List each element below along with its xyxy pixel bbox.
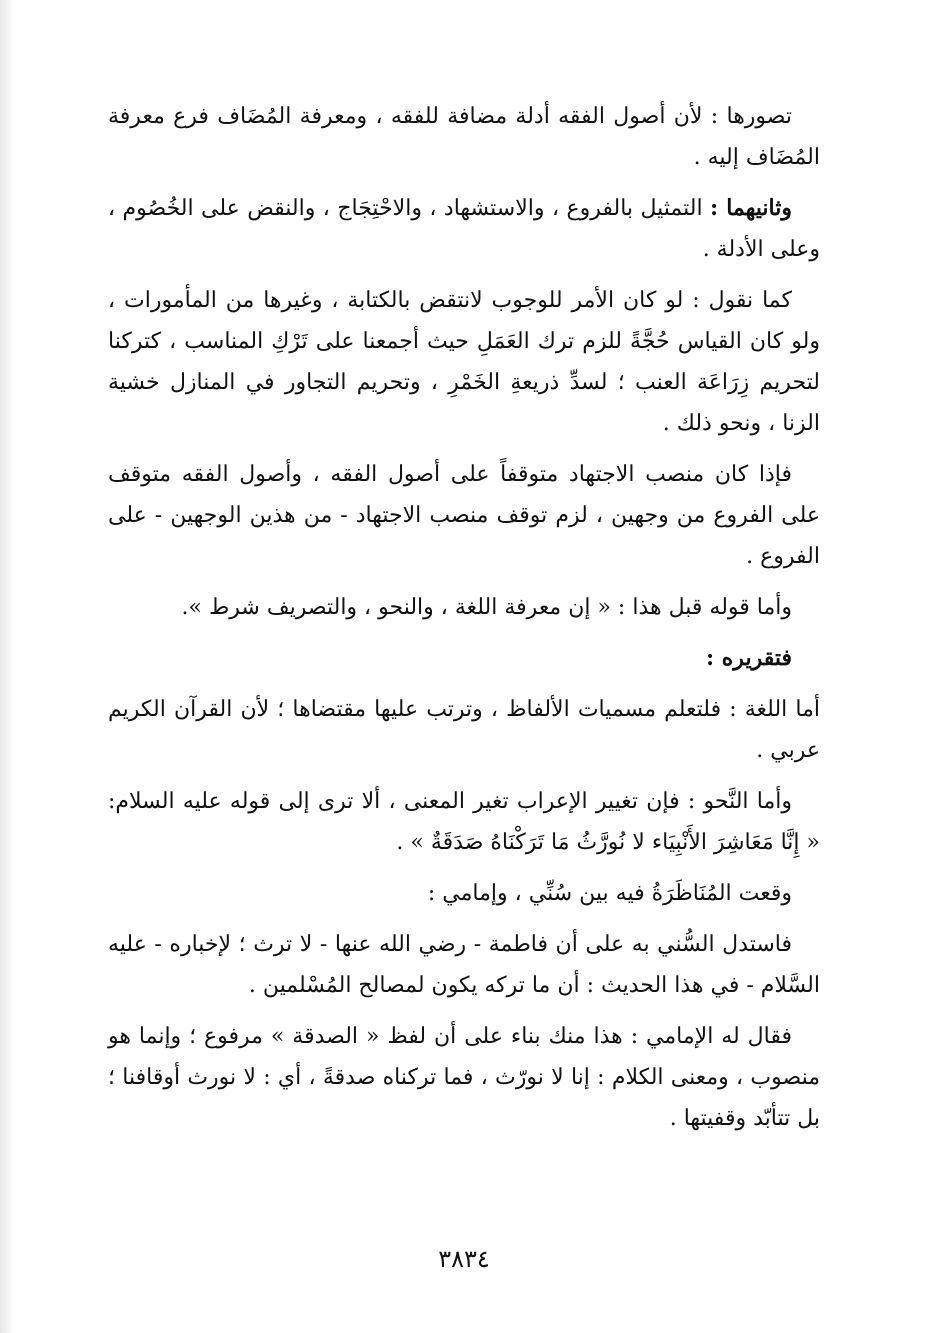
paragraph-text: فاستدل السُّني به على أن فاطمة - رضي الله عنها - لا ترث ؛ لإخباره - عليه السَّلام - في هذا الحديث : أن ما تركه يكون لمصالح المُسْلمين . — [108, 932, 820, 998]
paragraph-text: وقعت المُنَاظَرَةُ فيه بين سُنِّي ، وإمامي : — [427, 881, 792, 906]
paragraph-text: كما نقول : لو كان الأمر للوجوب لانتقض بالكتابة ، وغيرها من المأمورات ، ولو كان القياس حُجَّةً للزم ترك العَمَلِ حيث أجمعنا على تَرْكِ المناسب ، كتركنا لتحريم زِرَاعَة العنب ؛ لسدِّ ذريعةِ الخَمْرِ ، وتحريم التجاور في المنازل خشية الزنا ، ونحو ذلك . — [108, 288, 820, 436]
paragraph-8 — [108, 873, 820, 914]
section-heading: فتقريره : — [706, 645, 792, 671]
paragraph-text: وأما قوله قبل هذا : « إن معرفة اللغة ، والنحو ، والتصريف شرط ». — [181, 595, 792, 620]
paragraph-text: التمثيل بالفروع ، والاستشهاد ، والاحْتِجَاج ، والنقض على الخُصُوم ، وعلى الأدلة . — [108, 196, 820, 262]
paragraph-2 — [108, 188, 820, 270]
paragraph-text: فإذا كان منصب الاجتهاد متوقفاً على أصول الفقه ، وأصول الفقه متوقف على الفروع من وجهين ، لزم توقف منصب الاجتهاد - من هذين الوجهين - على الفروع . — [108, 462, 820, 569]
paragraph-6 — [108, 689, 820, 771]
paragraph-text: فقال له الإمامي : هذا منك بناء على أن لفظ « الصدقة » مرفوع ؛ وإنما هو منصوب ، ومعنى الكلام : إنا لا نورّث ، فما تركناه صدقةً ، أي : لا نورث أوقافنا ؛ بل تتأبّد وقفيتها . — [108, 1024, 820, 1131]
page-number: ٣٨٣٤ — [438, 1245, 490, 1273]
paragraph-10 — [108, 1016, 820, 1139]
page-fold-shadow — [0, 0, 14, 1333]
paragraph-3 — [108, 280, 820, 444]
paragraph-lead: وثانيهما : — [710, 195, 792, 221]
paragraph-text: وأما النَّحو : فإن تغيير الإعراب تغير المعنى ، ألا ترى إلى قوله عليه السلام: « إِنَّا مَعَاشِرَ الأَنْبِيَاء لا نُورَّثُ مَا تَرَكْنَاهُ صَدَقَةٌ » . — [108, 789, 820, 855]
body-text — [108, 96, 820, 1149]
paragraph-text: تصورها : لأن أصول الفقه أدلة مضافة للفقه ، ومعرفة المُضَاف فرع معرفة المُضَاف إليه . — [108, 104, 820, 170]
paragraph-text: أما اللغة : فلتعلم مسميات الألفاظ ، وترتب عليها مقتضاها ؛ لأن القرآن الكريم عربي . — [108, 697, 820, 763]
paragraph-9 — [108, 924, 820, 1006]
paragraph-4 — [108, 454, 820, 577]
paragraph-1 — [108, 96, 820, 178]
paragraph-5 — [108, 587, 820, 628]
paragraph-7 — [108, 781, 820, 863]
